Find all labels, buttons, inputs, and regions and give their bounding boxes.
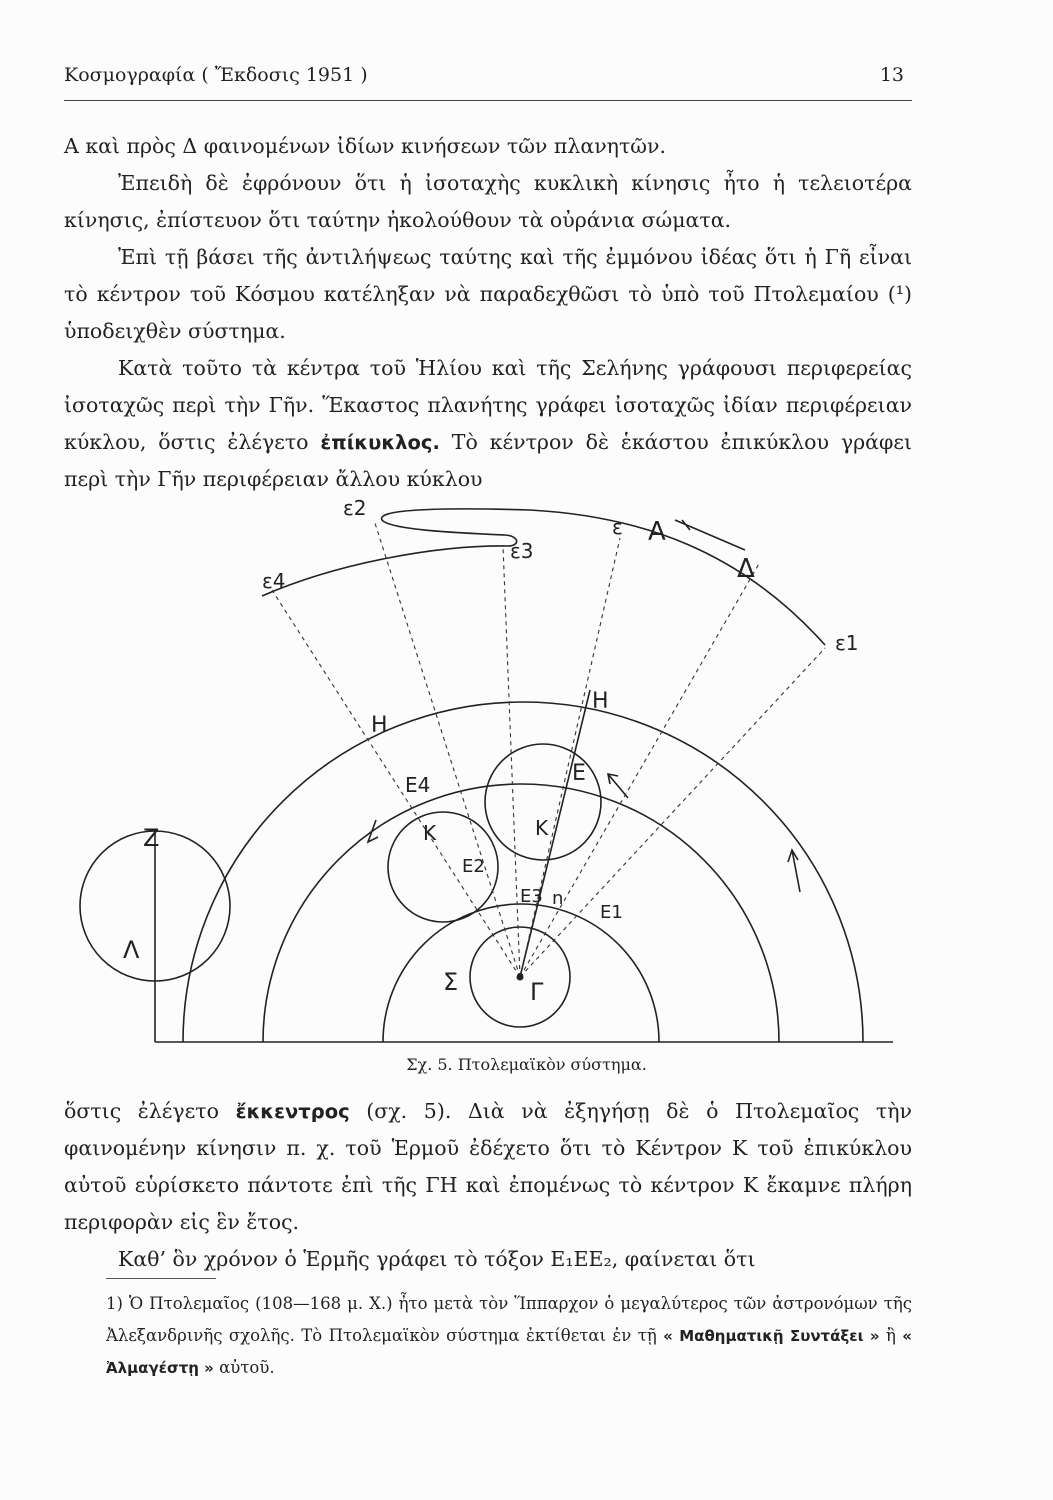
term-epicycle: ἐπίκυκλος. [320, 431, 440, 454]
page-number: 13 [879, 64, 904, 86]
paragraph-6: Καθ’ ὃν χρόνον ὁ Ἑρμῆς γράφει τὸ τόξον Ε₁ΕΕ₂, φαίνεται ὅτι [118, 1247, 756, 1271]
dash-e4 [272, 590, 520, 977]
label-n: n [552, 888, 564, 909]
body-text-top [64, 128, 912, 498]
paragraph-2: Ἐπειδὴ δὲ ἐφρόνουν ὅτι ἡ ἰσοταχὴς κυκλικὴ κίνησις ἦτο ἡ τελειοτέρα κίνησις, ἐπίστευον ὅτι ταύτην ἠκολούθουν τὰ οὐράνια σώματα. [64, 171, 912, 232]
dash-e3 [503, 546, 520, 977]
label-E3: Ε3 [520, 886, 543, 907]
arrow-outer [788, 850, 800, 892]
dash-e2 [374, 520, 520, 977]
footnote-rule [106, 1278, 216, 1279]
arrow-delta-a [675, 520, 745, 550]
ptolemaic-system-figure [0, 490, 1053, 1050]
paragraph-4 [64, 350, 912, 498]
footnote-part-2: αὐτοῦ. [219, 1358, 275, 1377]
running-header [64, 64, 912, 101]
outer-semicircle [183, 702, 863, 1042]
label-sigma: Σ [443, 968, 459, 996]
label-e2-top: ε2 [343, 496, 367, 520]
footnote-title-syntaxis: « Μαθηματικῇ Συντάξει » [663, 1327, 880, 1345]
footnote-part-1: 1) Ὁ Πτολεμαῖος (108—168 μ. Χ.) ἦτο μετὰ τὸν Ἵππαρχον ὁ μεγαλύτερος τῶν ἀστρονόμων τῆς Ἀλεξανδρινῆς σχολῆς. Τὸ Πτολεμαϊκὸν σύστημα ἐκτίθεται ἐν τῇ [106, 1294, 912, 1345]
figure-caption: Σχ. 5. Πτολεμαϊκὸν σύστημα. [406, 1055, 647, 1074]
label-kappa-left: Κ [423, 821, 437, 845]
line-gamma-eta [520, 690, 590, 977]
label-e-top: ε [612, 515, 623, 539]
label-gamma: Γ [530, 978, 544, 1006]
label-E4: Ε4 [405, 773, 431, 797]
paragraph-4-part-a: Κατὰ τοῦτο τὰ κέντρα τοῦ Ἡλίου καὶ τῆς Σελήνης γράφουσι περιφερείας ἰσοταχῶς περὶ τὴν Γῆν. Ἕκαστος πλανήτης γράφει ἰσοταχῶς ἰδίαν περιφέρειαν κύκλου, ὅστις ἐλέγετο [64, 356, 912, 454]
paragraph-5-part-a: ὅστις ἐλέγετο [64, 1099, 219, 1123]
label-E2: Ε2 [462, 856, 485, 877]
label-lambda: Λ [123, 936, 140, 964]
paragraph-4-part-b: Τὸ κέντρον δὲ ἑκάστου ἐπικύκλου γράφει περὶ τὴν Γῆν περιφέρειαν ἄλλου κύκλου [64, 430, 912, 491]
label-e1-top: ε1 [835, 631, 859, 655]
label-delta: Δ [737, 554, 755, 584]
footnote-mid: ἢ [885, 1326, 896, 1345]
earth-center-dot [517, 974, 524, 981]
dash-e1 [520, 648, 825, 977]
footnote [106, 1288, 912, 1384]
label-e3-top: ε3 [510, 539, 534, 563]
paragraph-3: Ἐπὶ τῇ βάσει τῆς ἀντιλήψεως ταύτης καὶ τῆς ἐμμόνου ἰδέας ὅτι ἡ Γῆ εἶναι τὸ κέντρον τοῦ Κόσμου κατέληξαν νὰ παραδεχθῶσι τὸ ὑπὸ τοῦ Πτολεμαίου (¹) ὑποδειχθὲν σύστημα. [64, 245, 912, 343]
deferent-arc [263, 784, 779, 1042]
term-eccentric: ἔκκεντρος [235, 1100, 350, 1123]
label-zeta: Ζ [143, 824, 160, 852]
body-text-bottom [64, 1093, 912, 1278]
line-continuation: Α καὶ πρὸς Δ φαινομένων ἰδίων κινήσεων τῶν πλανητῶν. [64, 134, 666, 158]
paragraph-5-part-b: (σχ. 5). Διὰ νὰ ἐξηγήσῃ δὲ ὁ Πτολεμαῖος τὴν φαινομένην κίνησιν π. χ. τοῦ Ἑρμοῦ ἐδέχετο ὅτι τὸ Κέντρον Κ τοῦ ἐπικύκλου αὐτοῦ εὑρίσκετο πάντοτε ἐπὶ τῆς ΓΗ καὶ ἐπομένως τὸ κέντρον Κ ἔκαμνε πλήρη περιφορὰν εἰς ἓν ἔτος. [64, 1099, 912, 1234]
footnote-title-almagest: « Ἀλμαγέστῃ » [106, 1327, 912, 1377]
label-E: Ε [572, 761, 586, 786]
header-title: Κοσμογραφία ( Ἔκδοσις 1951 ) [64, 64, 368, 86]
label-eta-right: Η [592, 689, 609, 714]
label-alpha: Α [648, 517, 666, 547]
dash-delta [520, 562, 760, 977]
label-kappa-right: Κ [535, 816, 549, 840]
label-E1: Ε1 [600, 902, 623, 923]
label-eta-left: Η [371, 713, 388, 738]
paragraph-5 [64, 1093, 912, 1241]
label-e4-top: ε4 [262, 569, 286, 593]
